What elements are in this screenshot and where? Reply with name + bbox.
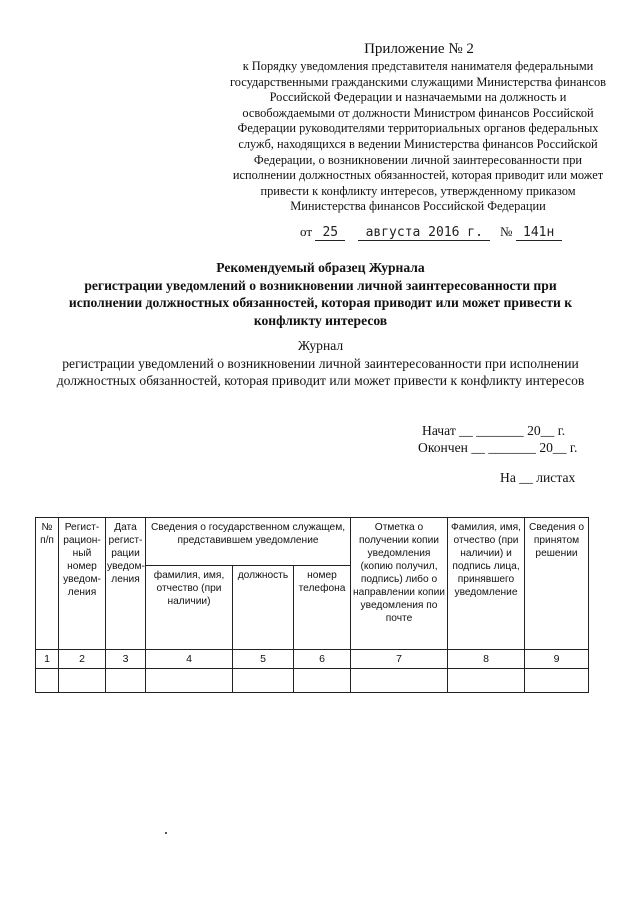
empty-cell — [106, 669, 146, 693]
header-phone: номер телефона — [294, 566, 351, 650]
appendix-text: к Порядку уведомления представителя нанимателя федеральными государственными гражданскими служащими Министерства финансов Российской Федерации и назначаемыми на должность и освобождаемыми от должности Министром финансов Российской Федерации руководителями территориальных органов федеральных служб, находящихся в ведении Министерства финансов Российской Федерации, о возникновении личной заинтересованности при исполнении должностных обязанностей, которая приводит или может привести к конфликту интересов, утвержденному приказом Министерства финансов Российской Федерации — [229, 59, 607, 214]
column-number: 3 — [106, 650, 146, 669]
registration-table — [35, 517, 589, 693]
header-full-name: фамилия, имя, отчество (при наличии) — [146, 566, 233, 650]
date-month-year: августа 2016 г. — [358, 226, 490, 241]
journal-title-block — [48, 337, 593, 390]
column-number: 6 — [294, 650, 351, 669]
column-number: 4 — [146, 650, 233, 669]
journal-title: Журнал — [297, 338, 344, 353]
column-number: 1 — [36, 650, 59, 669]
date-day: 25 — [315, 226, 345, 241]
from-label: от — [300, 224, 313, 239]
header-servant-info: Сведения о государственном служащем, представившем уведомление — [146, 518, 351, 566]
empty-cell — [351, 669, 448, 693]
header-num: № п/п — [36, 518, 59, 650]
heading-title: Рекомендуемый образец Журнала — [216, 260, 425, 275]
empty-table-row — [36, 669, 589, 693]
scan-speck — [165, 832, 167, 834]
empty-cell — [59, 669, 106, 693]
column-number: 2 — [59, 650, 106, 669]
started-date: Начат __ _______ 20__ г. — [422, 423, 566, 438]
header-reg-number: Регист-рацион-ный номер уведом-ления — [59, 518, 106, 650]
header-copy-mark: Отметка о получении копии уведомления (копию получил, подпись) либо о направлении копии уведомления по почте — [351, 518, 448, 650]
column-number: 9 — [525, 650, 589, 669]
empty-cell — [233, 669, 294, 693]
empty-cell — [294, 669, 351, 693]
header-reg-date: Дата регист-рации уведом-ления — [106, 518, 146, 650]
empty-cell — [146, 669, 233, 693]
order-date-line — [300, 224, 562, 241]
finished-date: Окончен __ _______ 20__ г. — [418, 440, 578, 455]
appendix-title: Приложение № 2 — [364, 41, 474, 57]
sheets-count: На __ листах — [500, 470, 576, 485]
empty-cell — [525, 669, 589, 693]
header-decision: Сведения о принятом решении — [525, 518, 589, 650]
number-label: № — [500, 224, 513, 239]
header-receiver-name: Фамилия, имя, отчество (при наличии) и подпись лица, принявшего уведомление — [448, 518, 525, 650]
column-number: 8 — [448, 650, 525, 669]
journal-subtitle: регистрации уведомлений о возникновении личной заинтересованности при исполнении должностных обязанностей, которая приводит или может привести к конфликту интересов — [56, 355, 585, 388]
heading-subtitle: регистрации уведомлений о возникновении личной заинтересованности при исполнении должностных обязанностей, которая приводит или может привести к конфликту интересов — [68, 277, 573, 328]
empty-cell — [36, 669, 59, 693]
header-position: должность — [233, 566, 294, 650]
column-numbers-row — [36, 650, 589, 669]
empty-cell — [448, 669, 525, 693]
order-number: 141н — [516, 226, 562, 241]
form-heading — [48, 259, 593, 329]
journal-dates — [418, 422, 577, 456]
table-header-row — [36, 518, 589, 566]
column-number: 5 — [233, 650, 294, 669]
column-number: 7 — [351, 650, 448, 669]
